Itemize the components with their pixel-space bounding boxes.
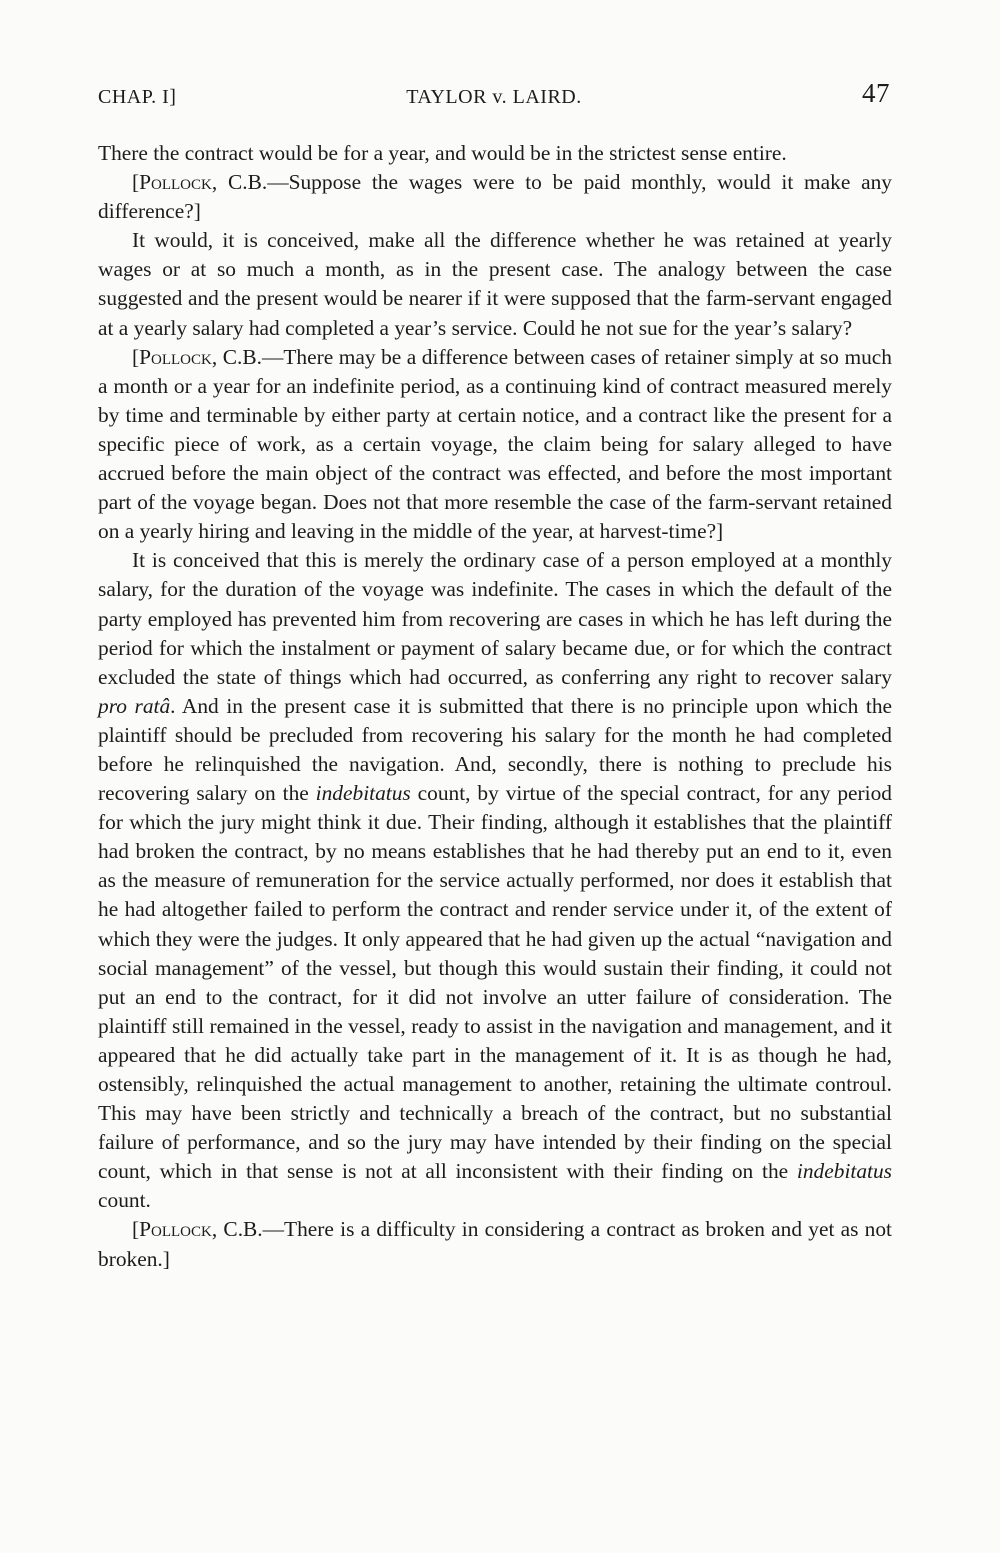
text-run: It would, it is conceived, make all the difference whether he was retained at yearly wages or at so much a month, as in the present case. The analogy between the case suggested and the present would be nearer if it were supposed that the farm-servant engaged at a yearly salary had completed a year’s service. Could he not sue for the year’s salary? xyxy=(98,228,892,340)
bracketed-interjection xyxy=(98,1215,892,1273)
bracketed-interjection xyxy=(98,343,892,547)
body-paragraph xyxy=(98,226,892,342)
text-run: [ xyxy=(132,344,140,369)
text-run: count, by virtue of the special contract, for any period for which the jury might think it due. Their finding, although it establishes that the plaintiff had broken the contract, by no means establishes that he had thereby put an end to it, even as the measure of remuneration for the service actually performed, nor does it establish that he had altogether failed to perform the contract and render service under it, of the extent of which they were the judges. It only appeared that he had given up the actual “navigation and social management” of the vessel, but though this would sustain their finding, it could not put an end to the contract, for it did not involve an utter failure of consideration. The plaintiff still remained in the vessel, ready to assist in the navigation and management, and it appeared that he did actually take part in the management of it. It is as though he had, ostensibly, relinquished the actual management to another, retaining the ultimate controul. This may have been strictly and technically a breach of the contract, but no substantial failure of performance, and so the jury may have intended by their finding on the special count, which in that sense is not at all inconsistent with their finding on the xyxy=(98,781,892,1184)
text-run: , C.B.—There is a difficulty in considering a contract as broken and yet as not broken.] xyxy=(98,1217,892,1271)
text-run: There the contract would be for a year, and would be in the strictest sense entire. xyxy=(98,141,787,165)
page-body xyxy=(98,139,892,1274)
text-run: It is conceived that this is merely the ordinary case of a person employed at a monthly salary, for the duration of the voyage was indefinite. The cases in which the default of the party employed has prevented him from recovering are cases in which he has left during the period for which the instalment or payment of salary became due, or for which the contract excluded the state of things which had occurred, as conferring any right to recover salary xyxy=(98,548,892,689)
italic-term: pro ratâ xyxy=(98,693,171,718)
speaker-name: Pollock xyxy=(139,1217,212,1242)
italic-term: indebitatus xyxy=(796,1159,892,1184)
text-run: , C.B.—Suppose the wages were to be paid monthly, would it make any difference?] xyxy=(98,170,892,224)
page-number: 47 xyxy=(862,78,890,108)
text-run: [ xyxy=(132,1217,140,1242)
chapter-label: CHAP. I] xyxy=(98,86,177,108)
italic-term: indebitatus xyxy=(315,781,411,806)
speaker-name: Pollock xyxy=(139,170,212,195)
running-title: TAYLOR v. LAIRD. xyxy=(406,86,582,108)
body-paragraph xyxy=(98,139,892,168)
text-run: count. xyxy=(98,1188,151,1213)
body-paragraph xyxy=(98,546,892,1215)
text-run: . And in the present case it is submitted that there is no principle upon which the plaintiff should be precluded from recovering his salary for the month he had completed before he relinquished the navigation. And, secondly, there is nothing to preclude his recovering salary on the xyxy=(98,693,893,806)
text-run: , C.B.—There may be a difference between cases of retainer simply at so much a month or a year for an indefinite period, as a continuing kind of contract measured merely by time and terminable by either party at certain notice, and a contract like the present for a specific piece of work, as a certain voyage, the claim being for salary alleged to have accrued before the main object of the contract was effected, and before the most important part of the voyage began. Does not that more resemble the case of the farm-servant retained on a yearly hiring and leaving in the middle of the year, at harvest-time?] xyxy=(98,344,892,544)
speaker-name: Pollock xyxy=(139,344,212,369)
running-header xyxy=(98,78,890,108)
text-run: [ xyxy=(132,170,140,195)
bracketed-interjection xyxy=(98,168,892,226)
